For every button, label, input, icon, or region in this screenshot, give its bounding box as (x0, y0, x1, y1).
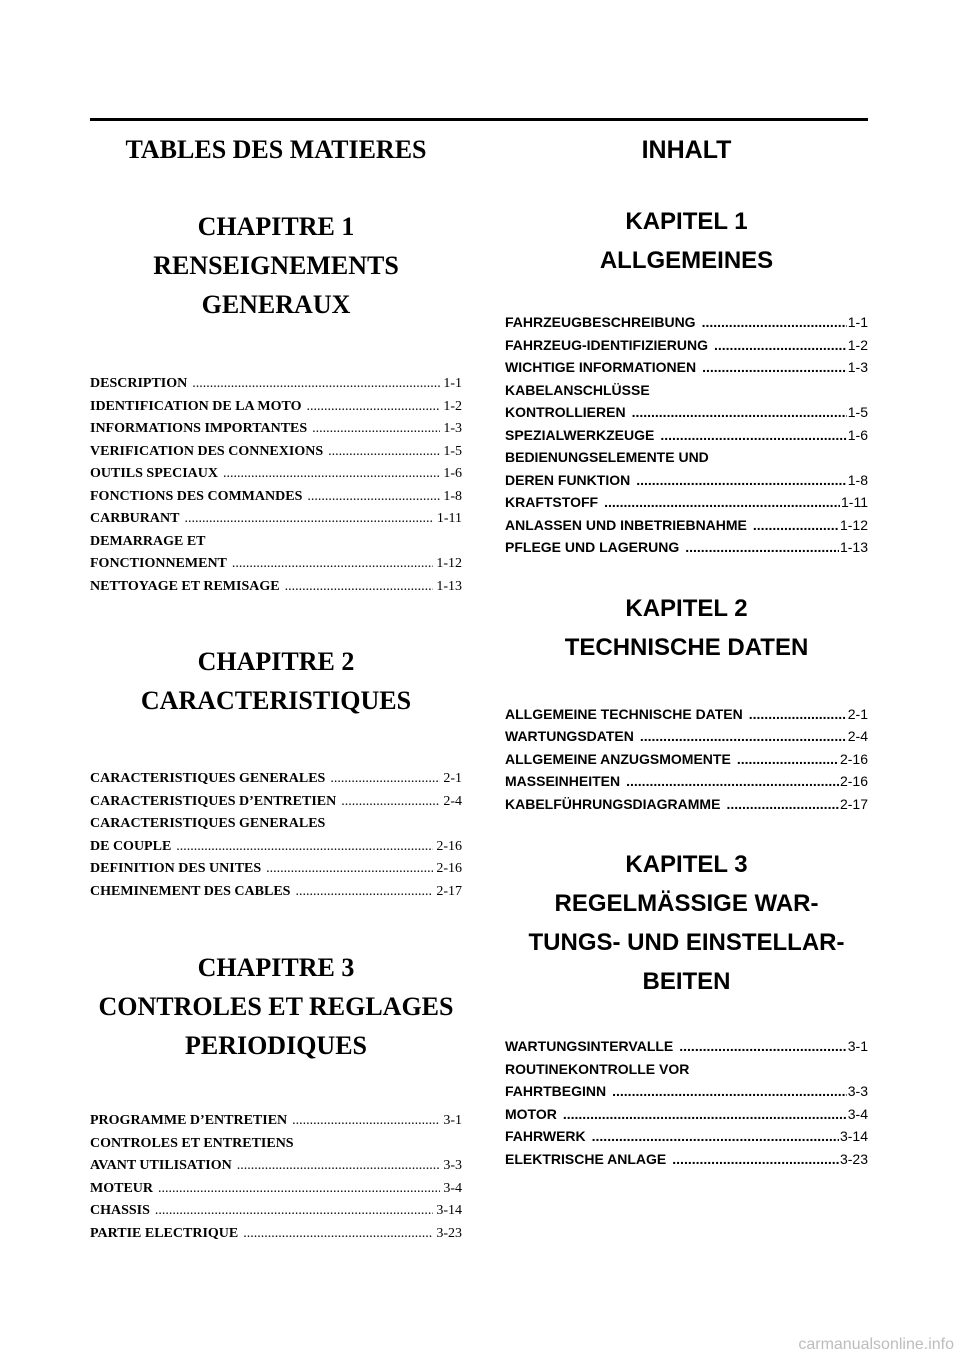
toc-entry[interactable]: NETTOYAGE ET REMISAGE ..... 1-13 (90, 576, 462, 599)
heading-line: ALLGEMEINES (599, 247, 774, 274)
toc-entry[interactable]: MASSEINHEITEN ..... 2-16 (505, 770, 868, 793)
toc-entry[interactable]: FAHRTBEGINN ..... 3-3 (505, 1080, 868, 1103)
heading-line: KAPITEL 2 (625, 594, 748, 622)
toc-entry[interactable]: AVANT UTILISATION ..... 3-3 (90, 1155, 462, 1178)
german-column (505, 122, 868, 1170)
toc-entry[interactable]: CARBURANT ..... 1-11 (90, 508, 462, 531)
toc-entry[interactable]: OUTILS SPECIAUX ..... 1-6 (90, 463, 462, 486)
toc-entry[interactable]: MOTEUR ..... 3-4 (90, 1178, 462, 1201)
watermark: carmanualsonline.info (798, 1336, 954, 1353)
toc-entry[interactable]: FAHRZEUGBESCHREIBUNG ..... 1-1 (505, 311, 868, 334)
toc-entry[interactable]: WARTUNGSINTERVALLE ..... 3-1 (505, 1035, 868, 1058)
heading-line: GENERAUX (201, 290, 351, 319)
toc-entry[interactable]: WICHTIGE INFORMATIONEN ..... 1-3 (505, 356, 868, 379)
heading-line: TECHNISCHE DATEN (564, 633, 809, 661)
toc-entry[interactable]: FONCTIONS DES COMMANDES ..... 1-8 (90, 486, 462, 509)
top-rule (90, 118, 868, 121)
toc-entry[interactable]: CHASSIS ..... 3-14 (90, 1200, 462, 1223)
toc-entry[interactable]: PROGRAMME D’ENTRETIEN ..... 3-1 (90, 1110, 462, 1133)
heading-line: CHAPITRE 3 (197, 953, 355, 982)
german-chapter-2-heading (505, 589, 868, 667)
german-chapter-1-toc (505, 311, 868, 559)
german-chapter-3-heading (505, 845, 868, 1001)
french-chapter-2-toc (90, 768, 462, 903)
heading-line: CONTROLES ET REGLAGES (98, 992, 454, 1021)
toc-entry-continued[interactable]: CONTROLES ET ENTRETIENS (90, 1135, 294, 1151)
toc-entry[interactable]: PFLEGE UND LAGERUNG ..... 1-13 (505, 536, 868, 559)
toc-entry[interactable]: WARTUNGSDATEN ..... 2-4 (505, 725, 868, 748)
toc-entry[interactable]: CHEMINEMENT DES CABLES ..... 2-17 (90, 881, 462, 904)
toc-entry[interactable]: ELEKTRISCHE ANLAGE ..... 3-23 (505, 1148, 868, 1171)
toc-entry[interactable]: PARTIE ELECTRIQUE ..... 3-23 (90, 1223, 462, 1246)
toc-entry[interactable]: DESCRIPTION ..... 1-1 (90, 373, 462, 396)
toc-entry[interactable]: FONCTIONNEMENT ..... 1-12 (90, 553, 462, 576)
heading-line: CHAPITRE 1 (197, 212, 355, 241)
toc-entry-continued[interactable]: CARACTERISTIQUES GENERALES (90, 816, 326, 831)
toc-entry[interactable]: SPEZIALWERKZEUGE ..... 1-6 (505, 424, 868, 447)
heading-line: CHAPITRE 2 (197, 647, 355, 676)
toc-entry[interactable]: DE COUPLE ..... 2-16 (90, 836, 462, 859)
french-title: TABLES DES MATIERES (125, 135, 427, 164)
heading-line: PERIODIQUES (184, 1031, 368, 1060)
heading-line: REGELMÄSSIGE WAR- (554, 890, 819, 917)
french-chapter-3-toc (90, 1110, 462, 1245)
toc-entry[interactable]: DEREN FUNKTION ..... 1-8 (505, 469, 868, 492)
toc-entry[interactable]: DEFINITION DES UNITES ..... 2-16 (90, 858, 462, 881)
heading-line: RENSEIGNEMENTS (153, 251, 399, 280)
heading-line: CARACTERISTIQUES (140, 686, 412, 715)
german-chapter-3-toc (505, 1035, 868, 1170)
toc-entry[interactable]: INFORMATIONS IMPORTANTES ..... 1-3 (90, 418, 462, 441)
toc-entry[interactable]: VERIFICATION DES CONNEXIONS ..... 1-5 (90, 441, 462, 464)
german-title: INHALT (641, 136, 732, 164)
french-chapter-2-heading (90, 642, 462, 720)
toc-entry[interactable]: FAHRZEUG-IDENTIFIZIERUNG ..... 1-2 (505, 334, 868, 357)
heading-line: KAPITEL 3 (625, 851, 748, 878)
toc-entry[interactable]: ANLASSEN UND INBETRIEBNAHME ..... 1-12 (505, 514, 868, 537)
german-chapter-2-toc (505, 703, 868, 816)
heading-line: KAPITEL 1 (625, 208, 748, 235)
toc-entry[interactable]: KONTROLLIEREN ..... 1-5 (505, 401, 868, 424)
toc-entry[interactable]: CARACTERISTIQUES GENERALES ..... 2-1 (90, 768, 462, 791)
toc-entry-continued[interactable]: BEDIENUNGSELEMENTE UND (505, 449, 709, 465)
heading-line: TUNGS- UND EINSTELLAR- (528, 929, 845, 956)
toc-entry[interactable]: FAHRWERK ..... 3-14 (505, 1125, 868, 1148)
toc-entry[interactable]: CARACTERISTIQUES D’ENTRETIEN ..... 2-4 (90, 791, 462, 814)
french-chapter-1-toc (90, 373, 462, 598)
toc-entry[interactable]: ALLGEMEINE ANZUGSMOMENTE ..... 2-16 (505, 748, 868, 771)
toc-entry[interactable]: ALLGEMEINE TECHNISCHE DATEN ..... 2-1 (505, 703, 868, 726)
french-column (90, 122, 462, 1245)
toc-entry[interactable]: IDENTIFICATION DE LA MOTO ..... 1-2 (90, 396, 462, 419)
toc-entry[interactable]: MOTOR ..... 3-4 (505, 1103, 868, 1126)
toc-entry[interactable]: KRAFTSTOFF ..... 1-11 (505, 491, 868, 514)
german-chapter-1-heading (505, 202, 868, 280)
toc-entry-continued[interactable]: ROUTINEKONTROLLE VOR (505, 1060, 690, 1077)
toc-entry-continued[interactable]: DEMARRAGE ET (90, 533, 206, 549)
french-chapter-1-heading (90, 207, 462, 324)
toc-entry-continued[interactable]: KABELANSCHLÜSSE (505, 381, 650, 398)
french-chapter-3-heading (90, 948, 462, 1065)
toc-entry[interactable]: KABELFÜHRUNGSDIAGRAMME ..... 2-17 (505, 793, 868, 816)
heading-line: BEITEN (642, 968, 731, 995)
